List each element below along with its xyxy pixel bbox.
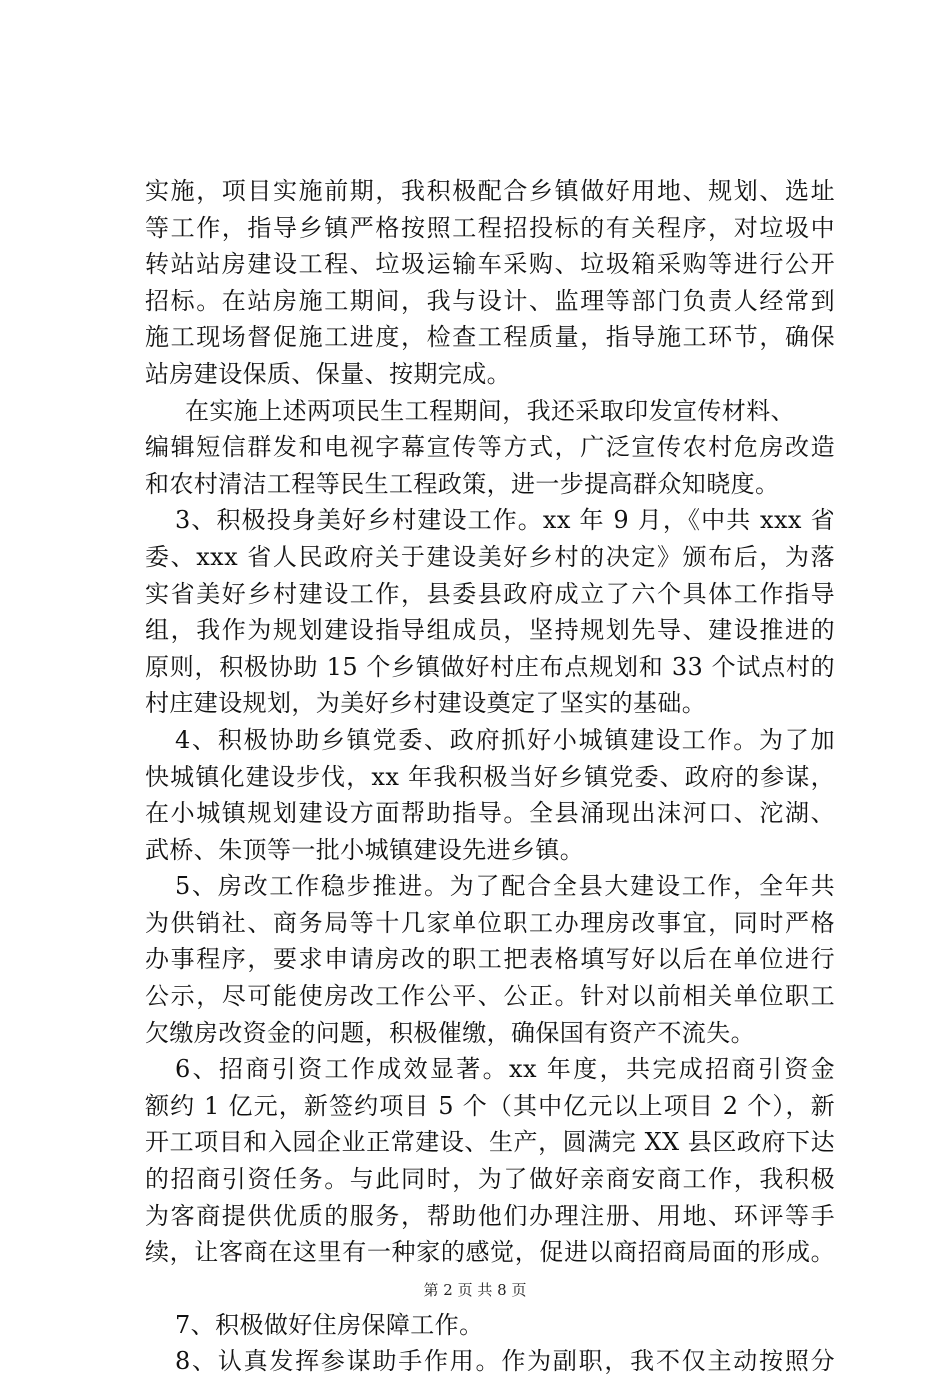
body-line: 招标。在站房施工期间，我与设计、监理等部门负责人经常到 <box>145 286 835 315</box>
paragraph-start-line: 4、积极协助乡镇党委、政府抓好小城镇建设工作。为了加 <box>175 725 835 754</box>
body-line: 续，让客商在这里有一种家的感觉，促进以商招商局面的形成。 <box>145 1238 835 1267</box>
body-line: 转站站房建设工程、垃圾运输车采购、垃圾箱采购等进行公开 <box>145 250 835 279</box>
body-line: 和农村清洁工程等民生工程政策，进一步提高群众知晓度。 <box>145 469 780 498</box>
paragraph-start-line: 8、认真发挥参谋助手作用。作为副职，我不仅主动按照分 <box>175 1347 835 1376</box>
body-line: 欠缴房改资金的问题，积极催缴，确保国有资产不流失。 <box>145 1018 755 1047</box>
paragraph-start-line: 5、房改工作稳步推进。为了配合全县大建设工作，全年共 <box>175 872 835 901</box>
body-line: 组，我作为规划建设指导组成员，坚持规划先导、建设推进的 <box>145 616 835 645</box>
body-line: 为供销社、商务局等十几家单位职工办理房改事宜，同时严格 <box>145 908 835 937</box>
page-footer: 第 2 页 共 8 页 <box>423 1281 527 1299</box>
body-line: 武桥、朱顶等一批小城镇建设先进乡镇。 <box>145 835 585 864</box>
body-line: 村庄建设规划，为美好乡村建设奠定了坚实的基础。 <box>145 689 707 718</box>
body-line: 站房建设保质、保量、按期完成。 <box>145 359 511 388</box>
body-line: 开工项目和入园企业正常建设、生产，圆满完 XX 县区政府下达 <box>145 1128 835 1157</box>
body-line: 编辑短信群发和电视字幕宣传等方式，广泛宣传农村危房改造 <box>145 433 835 462</box>
body-line: 办事程序，要求申请房改的职工把表格填写好以后在单位进行 <box>145 945 835 974</box>
body-line: 实施，项目实施前期，我积极配合乡镇做好用地、规划、选址 <box>145 177 835 205</box>
body-line: 快城镇化建设步伐，xx 年我积极当好乡镇党委、政府的参谋， <box>145 762 835 791</box>
body-line: 施工现场督促施工进度，检查工程质量，指导施工环节，确保 <box>145 323 835 352</box>
body-line: 在小城镇规划建设方面帮助指导。全县涌现出沫河口、沱湖、 <box>145 799 835 828</box>
body-line: 等工作，指导乡镇严格按照工程招投标的有关程序，对垃圾中 <box>145 213 835 242</box>
body-line: 的招商引资任务。与此同时，为了做好亲商安商工作，我积极 <box>145 1165 835 1194</box>
body-line: 为客商提供优质的服务，帮助他们办理注册、用地、环评等手 <box>145 1201 835 1230</box>
paragraph-start-line: 6、招商引资工作成效显著。xx 年度，共完成招商引资金 <box>175 1055 835 1084</box>
document-body <box>145 173 835 1380</box>
paragraph-start-line: 3、积极投身美好乡村建设工作。xx 年 9 月，《中共 xxx 省 <box>175 506 835 535</box>
body-line: 公示，尽可能使房改工作公平、公正。针对以前相关单位职工 <box>145 982 835 1011</box>
body-line: 委、xxx 省人民政府关于建设美好乡村的决定》颁布后，为落 <box>145 542 835 571</box>
body-line: 额约 1 亿元，新签约项目 5 个（其中亿元以上项目 2 个），新 <box>145 1091 835 1120</box>
body-line: 原则，积极协助 15 个乡镇做好村庄布点规划和 33 个试点村的 <box>145 652 835 681</box>
paragraph-start-line: 在实施上述两项民生工程期间，我还采取印发宣传材料、 <box>185 396 795 425</box>
body-line: 实省美好乡村建设工作，县委县政府成立了六个具体工作指导 <box>145 579 835 608</box>
paragraph-start-line: 7、积极做好住房保障工作。 <box>175 1310 484 1339</box>
